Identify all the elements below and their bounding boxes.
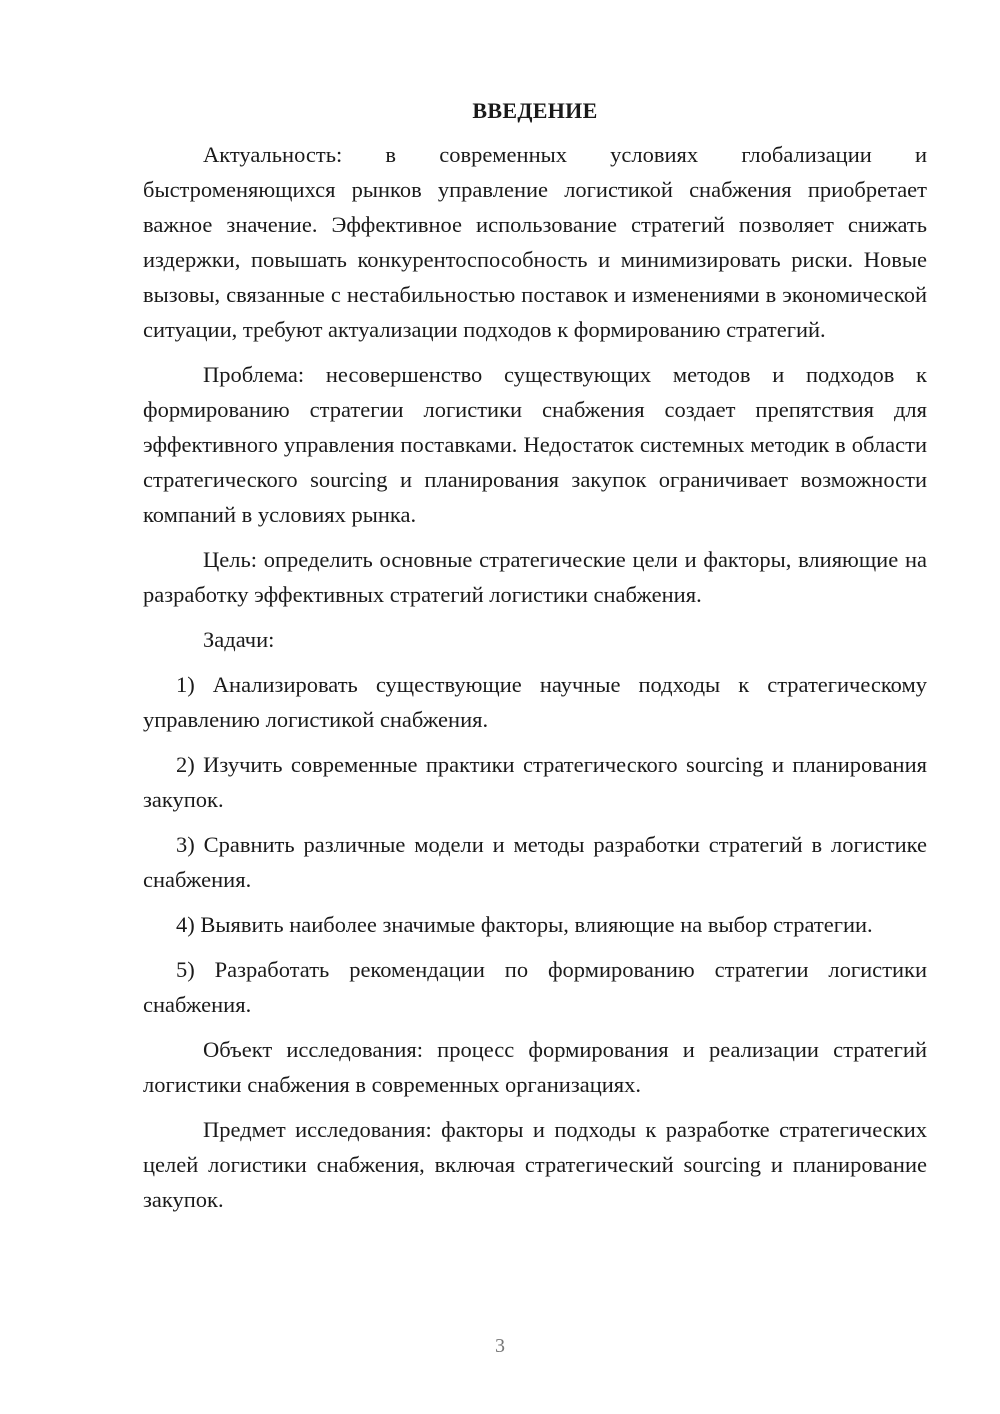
subject-paragraph: Предмет исследования: факторы и подходы к разработке стратегических целей логистики снабжения, включая стратегический sourcing и планирование закупок. [143, 1117, 927, 1212]
task-item-1: 1) Анализировать существующие научные подходы к стратегическому управлению логистикой снабжения. [143, 672, 927, 732]
task-item-2: 2) Изучить современные практики стратегического sourcing и планирования закупок. [143, 752, 927, 812]
goal-paragraph: Цель: определить основные стратегические цели и факторы, влияющие на разработку эффективных стратегий логистики снабжения. [143, 547, 927, 607]
page-number: 3 [495, 1335, 505, 1357]
object-paragraph: Объект исследования: процесс формирования и реализации стратегий логистики снабжения в современных организациях. [143, 1037, 927, 1097]
relevance-paragraph: Актуальность: в современных условиях глобализации и быстроменяющихся рынков управление логистикой снабжения приобретает важное значение. Эффективное использование стратегий позволяет снижать издержки, повышать конкурентоспособность и минимизировать риски. Новые вызовы, связанные с нестабильностью поставок и изменениями в экономической ситуации, требуют актуализации подходов к формированию стратегий. [143, 142, 927, 342]
page-title: ВВЕДЕНИЕ [472, 98, 598, 123]
task-item-5: 5) Разработать рекомендации по формированию стратегии логистики снабжения. [143, 957, 927, 1017]
problem-paragraph: Проблема: несовершенство существующих методов и подходов к формированию стратегии логистики снабжения создает препятствия для эффективного управления поставками. Недостаток системных методик в области стратегического sourcing и планирования закупок ограничивает возможности компаний в условиях рынка. [143, 362, 927, 527]
document-page [143, 95, 927, 1227]
tasks-label: Задачи: [203, 627, 275, 652]
task-item-3: 3) Сравнить различные модели и методы разработки стратегий в логистике снабжения. [143, 832, 927, 892]
task-item-4: 4) Выявить наиболее значимые факторы, влияющие на выбор стратегии. [176, 912, 873, 937]
